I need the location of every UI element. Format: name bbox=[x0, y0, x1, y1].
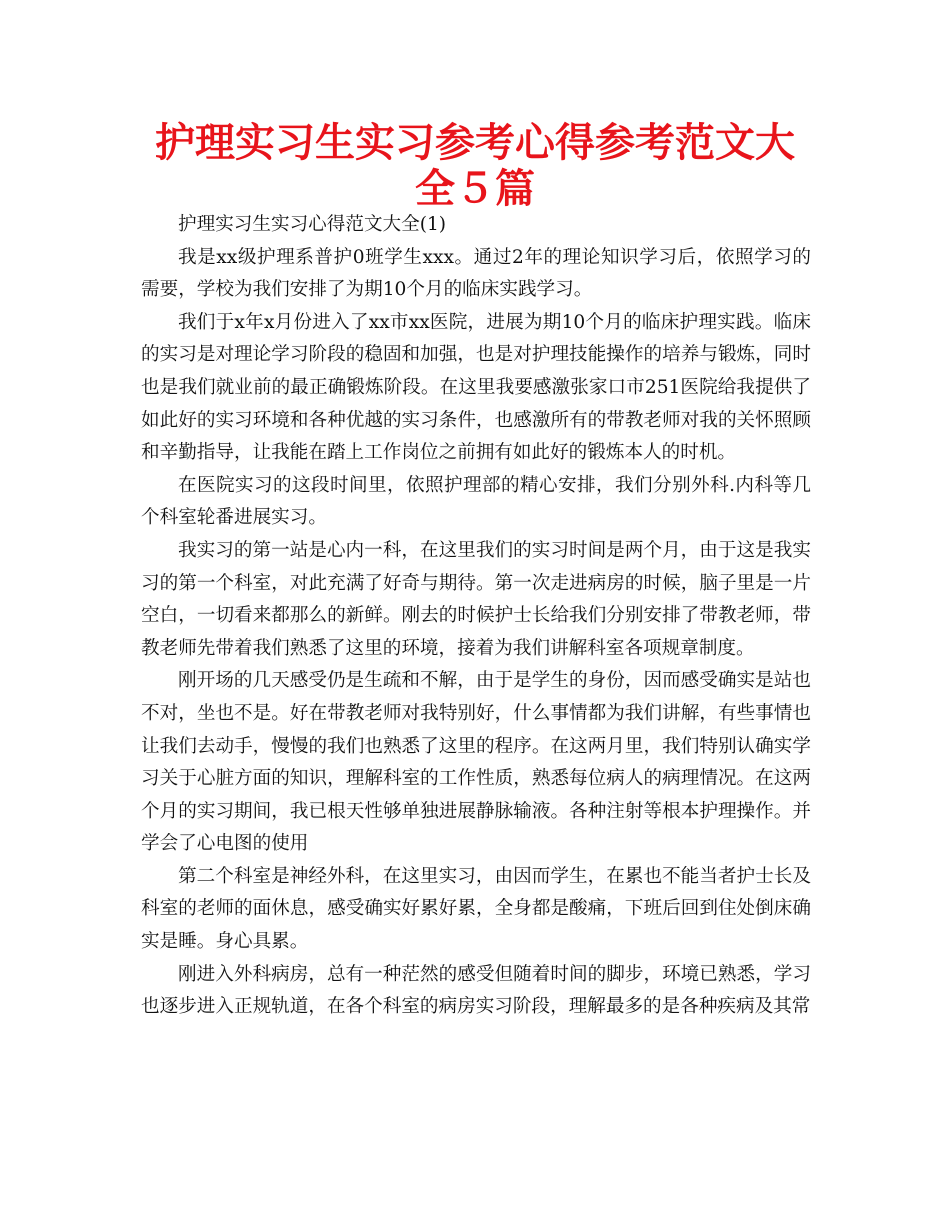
paragraph: 刚进入外科病房，总有一种茫然的感受但随着时间的脚步，环境已熟悉，学习也逐步进入正规轨道，在各个科室的病房实习阶段，理解最多的是各种疾病及其常 bbox=[141, 963, 811, 1018]
section-subtitle: 护理实习生实习心得范文大全(1) bbox=[178, 214, 447, 235]
paragraph: 刚开场的几天感受仍是生疏和不解，由于是学生的身份，因而感受确实是站也不对，坐也不是。好在带教老师对我特别好，什么事情都为我们讲解，有些事情也让我们去动手，慢慢的我们也熟悉了这里的程序。在这两月里，我们特别认确实学习关于心脏方面的知识，理解科室的工作性质，熟悉每位病人的病理情况。在这两个月的实习期间，我已根天性够单独进展静脉输液。各种注射等根本护理操作。并学会了心电图的使用 bbox=[141, 670, 811, 855]
paragraph: 我是xx级护理系普护0班学生xxx。通过2年的理论知识学习后，依照学习的需要，学校为我们安排了为期10个月的临床实践学习。 bbox=[141, 246, 811, 301]
document-title: 护理实习生实习参考心得参考范文大全５篇 bbox=[155, 119, 795, 212]
paragraph: 在医院实习的这段时间里，依照护理部的精心安排，我们分别外科.内科等几个科室轮番进展实习。 bbox=[141, 474, 811, 529]
paragraph: 我实习的第一站是心内一科，在这里我们的实习时间是两个月，由于这是我实习的第一个科室，对此充满了好奇与期待。第一次走进病房的时候，脑子里是一片空白，一切看来都那么的新鲜。刚去的时候护士长给我们分别安排了带教老师，带教老师先带着我们熟悉了这里的环境，接着为我们讲解科室各项规章制度。 bbox=[141, 539, 811, 659]
paragraph: 第二个科室是神经外科，在这里实习，由因而学生，在累也不能当者护士长及科室的老师的面休息，感受确实好累好累，全身都是酸痛，下班后回到住处倒床确实是睡。身心具累。 bbox=[141, 865, 811, 953]
document-body bbox=[141, 209, 811, 1024]
paragraph: 我们于x年x月份进入了xx市xx医院，进展为期10个月的临床护理实践。临床的实习是对理论学习阶段的稳固和加强，也是对护理技能操作的培养与锻炼，同时也是我们就业前的最正确锻炼阶段。在这里我要感激张家口市251医院给我提供了如此好的实习环境和各种优越的实习条件，也感激所有的带教老师对我的关怀照顾和辛勤指导，让我能在踏上工作岗位之前拥有如此好的锻炼本人的时机。 bbox=[141, 311, 811, 464]
